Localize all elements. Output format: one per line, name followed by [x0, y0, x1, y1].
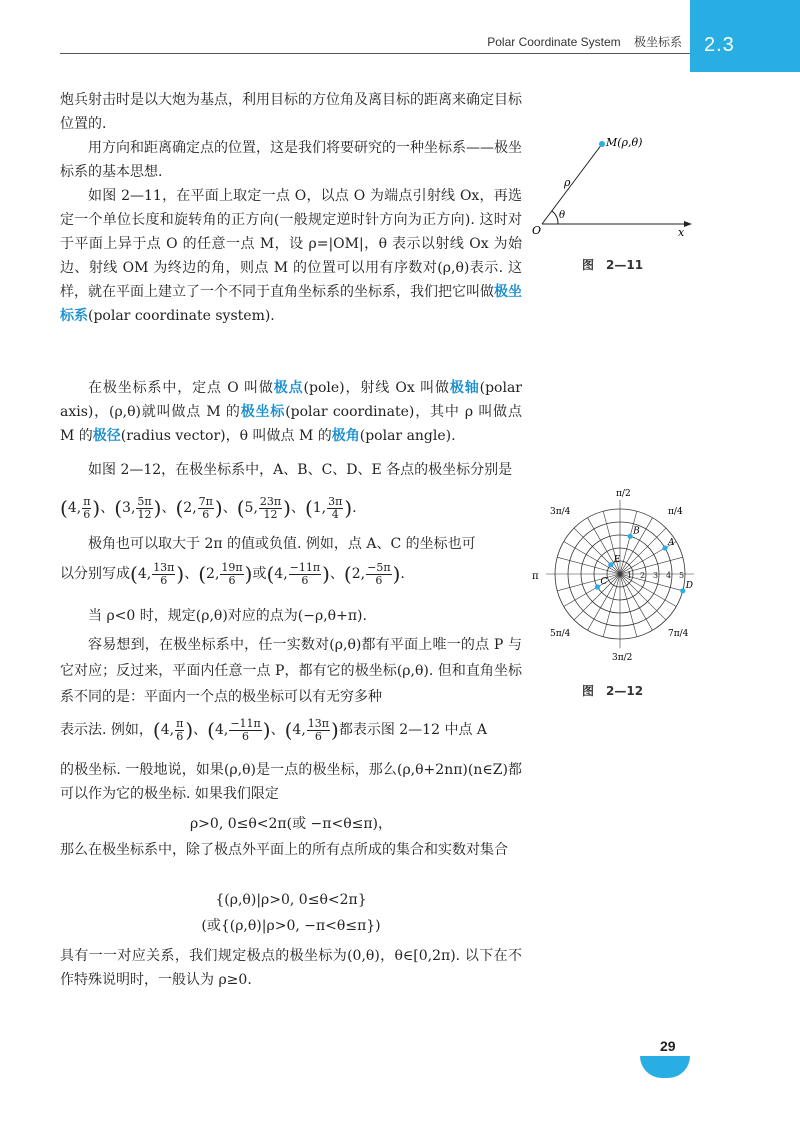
- running-header: [487, 33, 682, 50]
- grid-ray: [574, 528, 620, 574]
- paragraph-3-text: 如图 2—11，在平面上取定一点 O，以点 O 为端点引射线 Ox，再选定一个单位长度和旋转角的正方向(一般规定逆时针方向为正方向). 这时对于平面上异于点 O 的任意一点 M，设 ρ=|OM|，θ 表示以射线 Ox 为始边、射线 OM 为终边的角，则点 M 的位置可以用有序数对(ρ,θ)表示. 这样，就在平面上建立了一个不同于直角坐标系的坐标系，我们把它叫做: [60, 188, 522, 300]
- tick-label: 3: [653, 571, 659, 580]
- paragraph-10: 那么在极坐标系中，除了极点外平面上的所有点所成的集合和实数对集合: [60, 842, 508, 858]
- figure-2-12: [530, 484, 710, 664]
- label-3pi-4: 3π/4: [550, 507, 571, 517]
- keyword-polar-axis: 极轴: [449, 380, 480, 396]
- keyword-polar-coordinate: 极坐标: [240, 404, 286, 420]
- label-3pi-2: 3π/2: [612, 653, 633, 663]
- paragraph-11: 具有一一对应关系，我们规定极点的极坐标为(0,θ)，θ∈[0,2π). 以下在不作特殊说明时，一般认为 ρ≥0.: [60, 948, 522, 988]
- label-5pi-4: 5π/4: [550, 629, 571, 639]
- polar-grid: [546, 500, 694, 648]
- coord-D: (5, $\frac{23\pi}{12}$ ): [236, 494, 291, 521]
- header-rule: [60, 53, 700, 54]
- caption-2-11: 图 2—11: [582, 258, 644, 272]
- keyword-pole: 极点: [273, 380, 304, 396]
- page-tab: [640, 1056, 690, 1078]
- point-label: B: [633, 526, 640, 537]
- alt-coord-A2: (4, $\frac{-11\pi}{6}$ ): [266, 560, 330, 587]
- ray-om: [542, 144, 602, 224]
- paragraph-4: [60, 376, 522, 448]
- point-label: D: [685, 580, 694, 591]
- coord-C: (2, $\frac{7\pi}{6}$ ): [175, 494, 223, 521]
- grid-ray: [620, 528, 666, 574]
- alt-coord-C1: (2, $\frac{19\pi}{6}$ ): [198, 560, 253, 587]
- radius-ticks: [627, 571, 684, 580]
- coord-B: (3, $\frac{5\pi}{12}$ ): [114, 494, 162, 521]
- header-title-cn: 极坐标系: [633, 35, 682, 49]
- keyword-polar-angle: 极角: [331, 428, 360, 444]
- tick-label: 1: [627, 571, 633, 580]
- paragraph-2: 用方向和距离确定点的位置，这是我们将要研究的一种坐标系——极坐标系的基本思想.: [60, 140, 522, 180]
- page-number: 29: [660, 1038, 676, 1054]
- paragraph-6: 极角也可以取大于 2π 的值或负值. 例如，点 A、C 的坐标也可: [88, 536, 476, 552]
- paragraph-1: 炮兵射击时是以大炮为基点，利用目标的方位角及离目标的距离来确定目标位置的.: [60, 92, 522, 132]
- point-e: [608, 562, 613, 567]
- a-form-1: (4, $\frac{\pi}{6}$ ): [152, 716, 194, 743]
- a-form-3: (4, $\frac{13\pi}{6}$ ): [284, 716, 339, 743]
- equation-1: ρ>0, 0≤θ<2π(或 −π<θ≤π)，: [189, 816, 393, 832]
- grid-ray: [620, 574, 653, 630]
- label-m: M(ρ,θ): [606, 136, 643, 149]
- grid-ray: [588, 518, 621, 574]
- point-m: [599, 141, 605, 147]
- point-b: [627, 534, 632, 539]
- section-number: 2.3: [704, 34, 735, 56]
- paragraph-3: [60, 184, 522, 328]
- alt-coords-line: 以分别写成(4, $\frac{13\pi}{6}$ )、(2, $\frac{19\pi}{6}$ )或(4, $\frac{-11\pi}{6}$ )、(2, $\frac{-5\pi}{6}$ ).: [60, 560, 405, 587]
- keyword-radius: 极径: [92, 428, 121, 444]
- header-title-en: Polar Coordinate System: [487, 35, 621, 49]
- point-a: [662, 545, 667, 550]
- keyword-polar-system: 极坐标系: [60, 284, 522, 324]
- p4-f: (polar angle).: [359, 428, 456, 444]
- label-pi-2: π/2: [616, 489, 631, 499]
- paragraph-5: 如图 2—12，在极坐标系中，A、B、C、D、E 各点的极坐标分别是: [88, 462, 513, 478]
- coords-line: (4, $\frac{\pi}{6}$ )、(3, $\frac{5\pi}{12}$ )、(2, $\frac{7\pi}{6}$ )、(5, $\frac{23\pi}{12}$ )、(1, $\frac{3\pi}{4}$ ).: [60, 494, 357, 521]
- label-pi-4: π/4: [668, 507, 683, 517]
- axis-arrow-icon: [684, 221, 692, 227]
- equation-3: (或{(ρ,θ)|ρ>0, −π<θ≤π}): [201, 918, 381, 934]
- equation-2: {(ρ,θ)|ρ>0, 0≤θ<2π}: [215, 892, 367, 908]
- tick-label: 4: [666, 571, 672, 580]
- label-pi: π: [532, 571, 539, 582]
- paragraph-3-tail: (polar coordinate system).: [88, 308, 275, 324]
- paragraph-9: 的极坐标. 一般地说，如果(ρ,θ)是一点的极坐标，那么(ρ,θ+2nπ)(n∈Z)都可以作为它的极坐标. 如果我们限定: [60, 762, 522, 802]
- grid-ray: [564, 542, 620, 575]
- p6-b: 以分别写成: [60, 566, 130, 582]
- p6-or: 或: [252, 566, 267, 582]
- coord-A: (4, $\frac{\pi}{6}$ ): [60, 494, 101, 521]
- alt-coord-A1: (4, $\frac{13\pi}{6}$ ): [130, 560, 185, 587]
- p4-b: (pole)，射线 Ox 叫做: [303, 380, 450, 396]
- point-c: [595, 584, 600, 589]
- alt-coord-C2: (2, $\frac{-5\pi}{6}$ ): [343, 560, 401, 587]
- coord-E: (1, $\frac{3\pi}{4}$ ): [304, 494, 353, 521]
- label-theta: θ: [559, 210, 566, 221]
- p8-c: 都表示图 2—12 中点 A: [338, 722, 488, 738]
- angle-arc: [552, 211, 558, 224]
- section-tab: [690, 0, 800, 72]
- grid-ray: [620, 574, 666, 620]
- grid-ray: [574, 574, 620, 620]
- label-o: O: [532, 224, 542, 237]
- grid-ray: [564, 574, 620, 607]
- a-forms-line: 表示法. 例如，(4, $\frac{\pi}{6}$ )、(4, $\frac{-11\pi}{6}$ )、(4, $\frac{13\pi}{6}$ )都表示图 2—12 中点 A: [60, 716, 488, 743]
- point-label: E: [613, 554, 621, 565]
- p4-e: (radius vector)，θ 叫做点 M 的: [120, 428, 332, 444]
- a-form-2: (4, $\frac{-11\pi}{6}$ ): [207, 716, 271, 743]
- point-label: A: [668, 538, 675, 548]
- caption-2-12: 图 2—12: [582, 684, 644, 698]
- p4-c: (polar axis)，(ρ,θ)就叫做点 M 的: [60, 380, 522, 420]
- label-7pi-4: 7π/4: [668, 629, 689, 639]
- tick-label: 2: [640, 571, 646, 580]
- figure-2-11: [528, 132, 698, 242]
- p8-b: 表示法. 例如，: [60, 722, 153, 738]
- label-rho: ρ: [564, 176, 571, 189]
- point-label: C: [600, 577, 608, 587]
- point-d: [680, 588, 685, 593]
- tick-label: 5: [679, 571, 685, 580]
- label-x: x: [678, 226, 685, 239]
- p4-a: 在极坐标系中，定点 O 叫做: [88, 380, 274, 396]
- p4-d: (polar coordinate)，其中 ρ 叫做点 M 的: [60, 404, 522, 444]
- paragraph-7: 当 ρ<0 时，规定(ρ,θ)对应的点为(−ρ,θ+π).: [88, 608, 367, 624]
- paragraph-8: 容易想到，在极坐标系中，任一实数对(ρ,θ)都有平面上唯一的点 P 与它对应；反过来，平面内任意一点 P，都有它的极坐标(ρ,θ). 但和直角坐标系不同的是：平面内一个点的极坐标可以有无穷多种: [60, 637, 522, 705]
